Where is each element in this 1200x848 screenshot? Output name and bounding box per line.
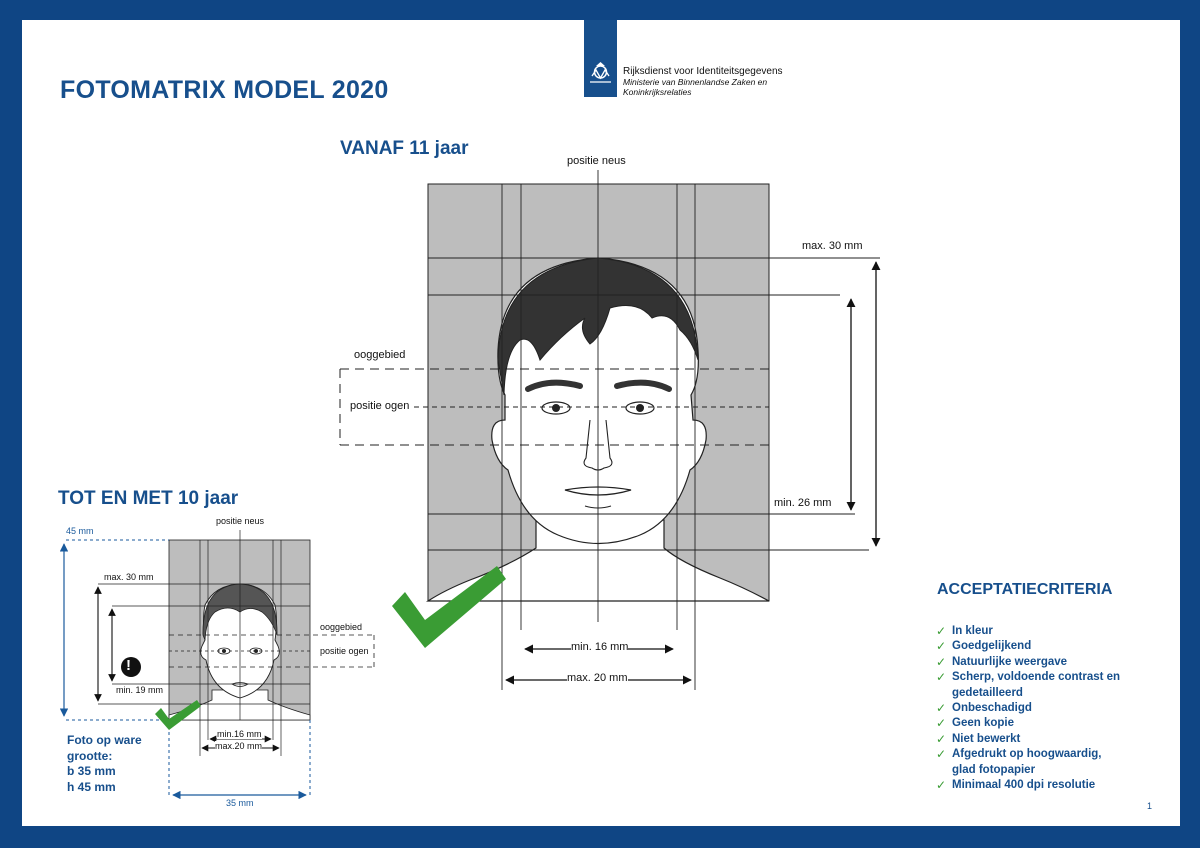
- adult-eye-pos-label: positie ogen: [350, 400, 410, 412]
- criteria-text: Scherp, voldoende contrast en gedetailleerd: [952, 671, 1121, 699]
- page-number: 1: [1147, 801, 1153, 811]
- check-icon: ✓: [936, 747, 947, 762]
- check-icon: ✓: [936, 624, 947, 638]
- ministry-sub1: Ministerie van Binnenlandse Zaken en: [623, 77, 768, 87]
- criteria-item: [936, 747, 1127, 778]
- criteria-list: [936, 624, 1172, 793]
- real-size-line3: b 35 mm: [67, 764, 116, 778]
- check-icon: ✓: [936, 731, 947, 746]
- adult-max-width-label: max. 20 mm: [567, 672, 628, 684]
- criteria-text: Minimaal 400 dpi resolutie: [952, 779, 1096, 792]
- check-icon: ✓: [936, 639, 947, 654]
- adult-max-height-label: max. 30 mm: [802, 240, 863, 252]
- adult-heading: VANAF 11 jaar: [340, 138, 469, 159]
- real-size-line2: grootte:: [67, 748, 113, 763]
- ministry-sub2: Koninkrijksrelaties: [623, 87, 692, 97]
- criteria-item: [936, 732, 1172, 747]
- criteria-item: [936, 655, 1172, 670]
- adult-min-height-label: min. 26 mm: [774, 497, 832, 509]
- criteria-text: Onbeschadigd: [952, 702, 1032, 715]
- criteria-text: In kleur: [952, 625, 993, 637]
- criteria-item: [936, 670, 1132, 701]
- child-photo-width-label: 35 mm: [226, 798, 254, 808]
- child-max-height-label: max. 30 mm: [104, 572, 154, 582]
- check-icon: ✓: [936, 716, 947, 731]
- check-icon: ✓: [936, 670, 947, 685]
- ministry-name: Rijksdienst voor Identiteitsgegevens: [623, 66, 783, 77]
- criteria-item: [936, 716, 1172, 731]
- adult-min-width-label: min. 16 mm: [571, 641, 629, 653]
- adult-matrix: [340, 170, 880, 690]
- criteria-heading: ACCEPTATIECRITERIA: [937, 581, 1113, 598]
- child-min-height-label: min. 19 mm: [116, 685, 164, 695]
- warning-glyph: !: [126, 657, 131, 674]
- child-photo-height-label: 45 mm: [66, 526, 94, 536]
- criteria-text: Geen kopie: [952, 717, 1014, 730]
- check-icon: ✓: [936, 778, 947, 793]
- child-nose-label: positie neus: [216, 516, 265, 526]
- criteria-item: [936, 639, 1172, 654]
- check-icon: ✓: [936, 654, 947, 669]
- criteria-text: Natuurlijke weergave: [952, 655, 1068, 668]
- criteria-item: [936, 624, 1172, 639]
- criteria-item: [936, 778, 1172, 793]
- criteria-text: Goedgelijkend: [952, 640, 1032, 653]
- page-title: FOTOMATRIX MODEL 2020: [60, 76, 389, 104]
- child-heading: TOT EN MET 10 jaar: [58, 488, 239, 509]
- warning-icon: [121, 657, 141, 677]
- child-max-width-label: max.20 mm: [215, 741, 263, 751]
- criteria-text: Niet bewerkt: [952, 732, 1021, 745]
- criteria-text: Afgedrukt op hoogwaardig, glad fotopapier: [952, 748, 1102, 776]
- criteria-item: [936, 701, 1172, 716]
- real-size-line4: h 45 mm: [67, 779, 116, 794]
- real-size-note: [67, 733, 167, 795]
- real-size-line1: Foto op ware: [67, 733, 142, 747]
- child-eye-zone-label: ooggebied: [320, 622, 363, 632]
- child-eye-pos-label: positie ogen: [320, 646, 369, 656]
- adult-eye-zone-label: ooggebied: [354, 349, 406, 361]
- adult-nose-label: positie neus: [567, 155, 626, 167]
- child-min-width-label: min.16 mm: [217, 729, 262, 739]
- check-icon: ✓: [936, 701, 947, 716]
